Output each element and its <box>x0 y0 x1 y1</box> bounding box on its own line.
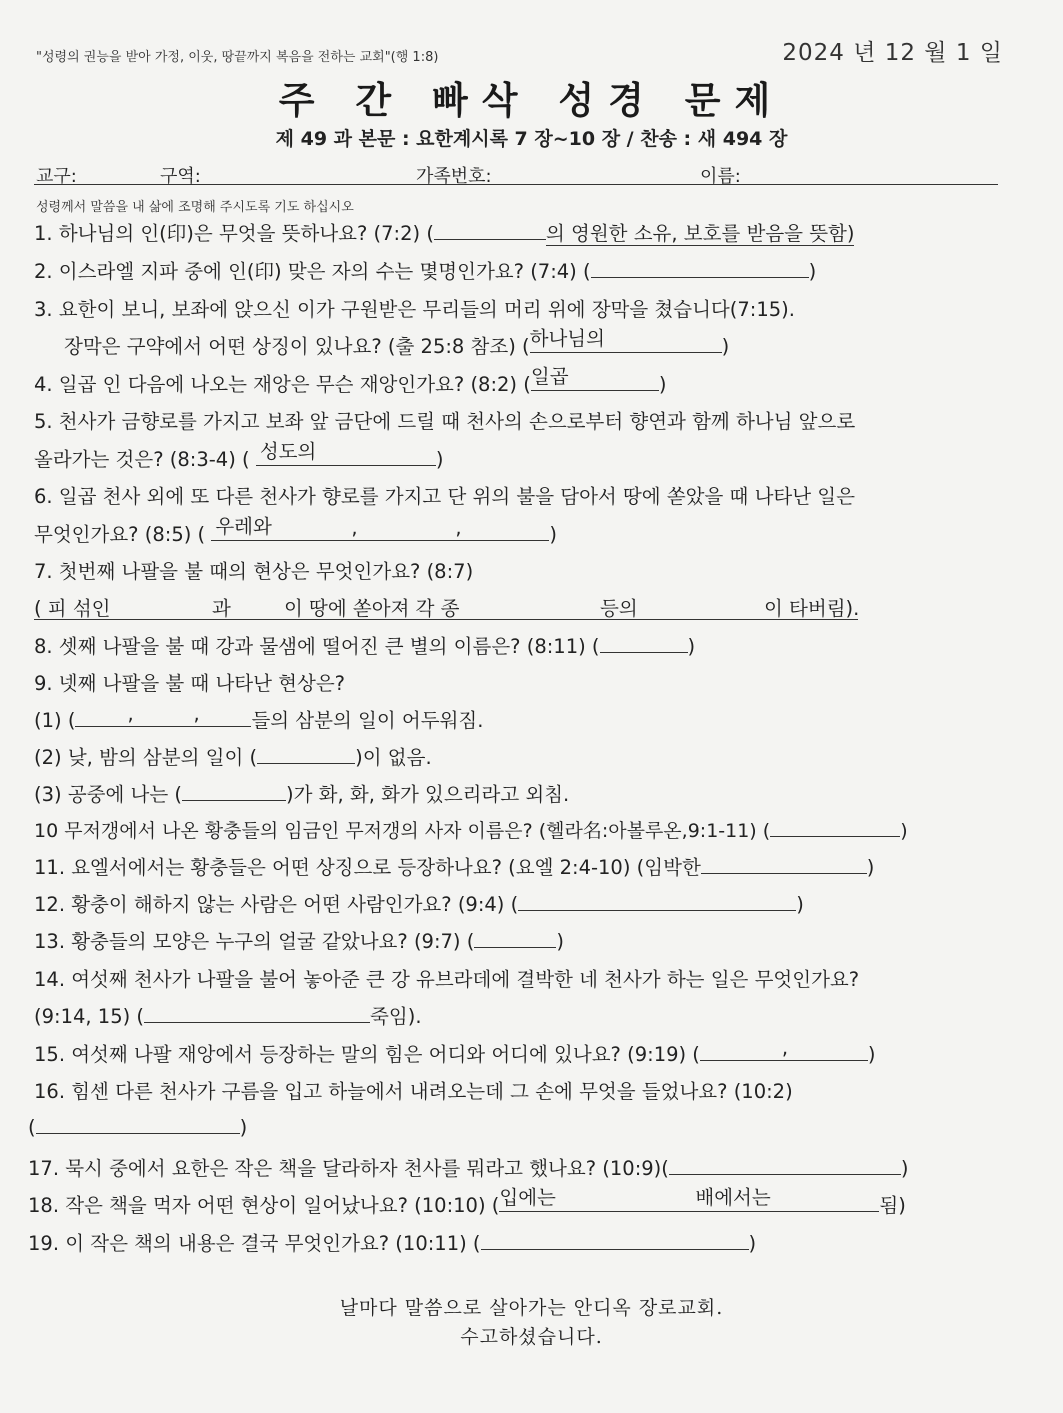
answer-blank[interactable]: , , <box>75 706 251 727</box>
area-label: 구역: <box>160 166 201 187</box>
closing-line-2: 수고하셨습니다. <box>460 1326 603 1348</box>
answer-blank[interactable] <box>600 632 688 653</box>
name-label: 이름: <box>700 166 741 187</box>
answer-blank[interactable] <box>257 743 355 764</box>
question-9-1: (1) ( , , 들의 삼분의 일이 어두워짐. <box>34 702 484 732</box>
answer-blank[interactable] <box>36 1113 240 1134</box>
question-12: 12. 황충이 해하지 않는 사람은 어떤 사람인가요? (9:4) ( ) <box>34 889 804 917</box>
answer-blank[interactable] <box>669 1154 901 1175</box>
answer-blank[interactable] <box>481 1229 749 1250</box>
question-11: 11. 요엘서에서는 황충들은 어떤 상징으로 등장하나요? (요엘 2:4-10) (임박한 ) <box>34 852 874 880</box>
answer-blank[interactable]: 하나님의 <box>530 332 722 353</box>
question-15: 15. 여섯째 나팔 재앙에서 등장하는 말의 힘은 어디와 어디에 있나요? (9:19) ( , ) <box>34 1036 876 1066</box>
answer-blank[interactable] <box>701 853 867 874</box>
question-18: 18. 작은 책을 먹자 어떤 현상이 일어났나요? (10:10) ( 입에는 배에서는 됨) <box>28 1186 906 1217</box>
family-number-label: 가족번호: <box>416 166 492 187</box>
question-8: 8. 셋째 나팔을 불 때 강과 물샘에 떨어진 큰 별의 이름은? (8:11) ( ) <box>34 631 695 659</box>
answer-blank[interactable] <box>434 219 546 240</box>
question-7: 7. 첫번째 나팔을 불 때의 현상은 무엇인가요? (8:7) <box>34 560 474 583</box>
question-2: 2. 이스라엘 지파 중에 인(印) 맞은 자의 수는 몇명인가요? (7:4) ( ) <box>34 256 816 284</box>
question-10: 10 무저갱에서 나온 황충들의 임금인 무저갱의 사자 이름은? (헬라名:아볼루온,9:1-11) ( ) <box>34 816 908 843</box>
closing-line-1: 날마다 말씀으로 살아가는 안디옥 장로교회. <box>339 1297 724 1319</box>
answer-blank[interactable]: 일곱 <box>531 370 659 391</box>
answer-blank[interactable] <box>770 816 900 837</box>
page-title: 주 간 빠삭 성경 문제 <box>278 79 785 122</box>
prayer-note: 성령께서 말씀을 내 삶에 조명해 주시도록 기도 하십시오 <box>36 200 354 215</box>
answer-blank[interactable]: 성도의 <box>256 445 436 466</box>
question-1: 1. 하나님의 인(印)은 무엇을 뜻하나요? (7:2) ( 의 영원한 소유, 보호를 받음을 뜻함) <box>34 218 854 246</box>
answer-blank[interactable] <box>591 257 809 278</box>
question-14-sub: (9:14, 15) ( 죽임). <box>34 1001 422 1029</box>
answer-blank[interactable] <box>474 927 556 948</box>
question-16: 16. 힘센 다른 천사가 구름을 입고 하늘에서 내려오는데 그 손에 무엇을 들었나요? (10:2) <box>34 1080 793 1103</box>
question-6-sub: 무엇인가요? (8:5) ( 우레와 , , ) <box>34 515 557 546</box>
question-7-sub[interactable]: ( 피 섞인 과 이 땅에 쏟아져 각 종 등의 이 타버림). <box>34 593 858 620</box>
question-5: 5. 천사가 금향로를 가지고 보좌 앞 금단에 드릴 때 천사의 손으로부터 향연과 함께 하나님 앞으로 <box>34 410 856 433</box>
answer-blank[interactable]: 입에는 배에서는 <box>499 1191 879 1212</box>
question-4: 4. 일곱 인 다음에 나오는 재앙은 무슨 재앙인가요? (8:2) ( 일곱 ) <box>34 365 667 396</box>
answer-blank[interactable] <box>144 1002 370 1023</box>
answer-blank[interactable] <box>518 890 796 911</box>
question-14: 14. 여섯째 천사가 나팔을 불어 놓아준 큰 강 유브라데에 결박한 네 천사가 하는 일은 무엇인가요? <box>34 968 860 991</box>
question-17: 17. 묵시 중에서 요한은 작은 책을 달라하자 천사를 뭐라고 했나요? (10:9)( ) <box>28 1153 909 1181</box>
answer-blank[interactable] <box>182 780 286 801</box>
question-13: 13. 황충들의 모양은 누구의 얼굴 같았나요? (9:7) ( ) <box>34 926 564 954</box>
answer-blank[interactable]: , <box>700 1040 868 1061</box>
question-9-2: (2) 낮, 밤의 삼분의 일이 ( )이 없음. <box>34 742 432 770</box>
question-6: 6. 일곱 천사 외에 또 다른 천사가 향로를 가지고 단 위의 불을 담아서 땅에 쏟았을 때 나타난 일은 <box>34 485 855 508</box>
question-5-sub: 올라가는 것은? (8:3-4) ( 성도의 ) <box>34 440 444 471</box>
question-3-sub: 장막은 구약에서 어떤 상징이 있나요? (출 25:8 참조) ( 하나님의 ) <box>64 327 730 358</box>
question-9: 9. 넷째 나팔을 불 때 나타난 현상은? <box>34 672 346 695</box>
question-16-sub: ( ) <box>28 1113 247 1139</box>
question-19: 19. 이 작은 책의 내용은 결국 무엇인가요? (10:11) ( ) <box>28 1228 756 1256</box>
info-row <box>34 158 998 185</box>
district-label: 교구: <box>36 166 77 187</box>
question-3: 3. 요한이 보니, 보좌에 앉으신 이가 구원받은 무리들의 머리 위에 장막을 쳤습니다(7:15). <box>34 298 795 321</box>
answer-blank[interactable]: 우레와 , , <box>211 520 549 541</box>
question-9-3: (3) 공중에 나는 ( )가 화, 화, 화가 있으리라고 외침. <box>34 779 569 807</box>
lesson-subtitle: 제 49 과 본문 : 요한계시록 7 장~10 장 / 찬송 : 새 494 장 <box>275 128 788 150</box>
worksheet-date: 2024 년 12 월 1 일 <box>782 40 1003 66</box>
church-motto: "성령의 권능을 받아 가정, 이웃, 땅끝까지 복음을 전하는 교회"(행 1:8) <box>36 50 439 65</box>
